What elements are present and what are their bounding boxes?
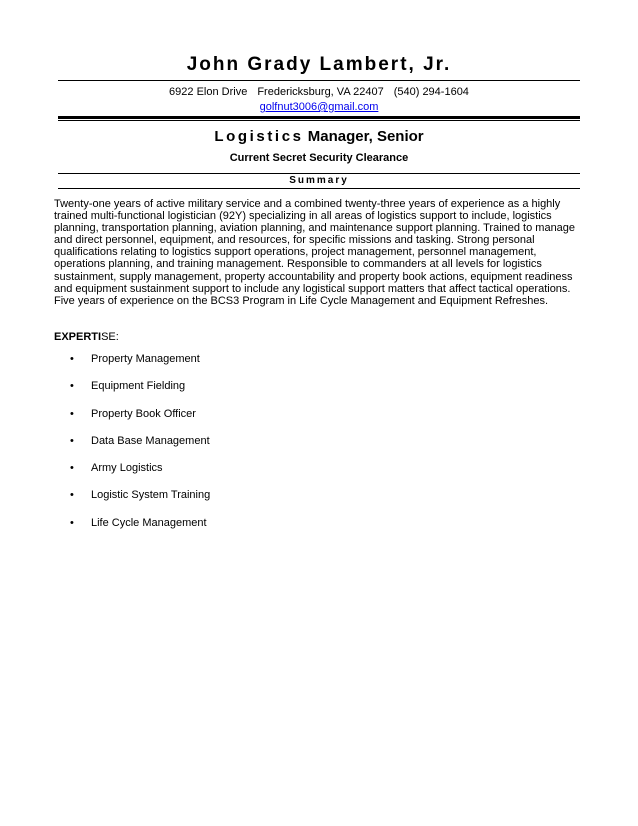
summary-bottom-rule [58,188,580,189]
name-underline [58,80,580,81]
summary-heading: Summary [289,175,349,186]
expertise-heading-bold: EXPERTI [54,331,102,343]
email-link[interactable]: golfnut3006@gmail.com [259,101,379,113]
bullet-icon: • [70,489,74,502]
list-item-label: Equipment Fielding [91,380,186,393]
summary-top-rule [58,173,580,174]
separator-glyph [247,87,257,97]
list-item-label: Army Logistics [91,462,163,475]
list-item-label: Property Book Officer [91,407,196,420]
bullet-icon: • [70,353,74,365]
bullet-icon: • [70,380,74,393]
separator-glyph [384,87,394,97]
address-street: 6922 Elon Drive [169,86,248,98]
bullet-icon: • [70,462,74,475]
list-item-label: Data Base Management [91,434,210,447]
phone-number: (540) 294-1604 [393,86,469,98]
expertise-heading [54,331,119,343]
list-item-label: Logistic System Training [91,489,211,502]
list-item-label: Property Management [91,353,200,365]
summary-paragraph: Twenty-one years of active military service and a combined twenty-three years of experience as a highly trained multi-functional logistician (92Y) specializing in all areas of logistics support to include, logistics planning, transportation planning, aviation planning, and maintenance support planning. Trained to manage and direct personnel, equipment, and resources, for specific missions and tasking. Strong personal qualifications relating to logistics support operations, project management, personnel management, operations planning, and training management. Responsible to commanders at all levels for logistics sustainment, supply management, property accountability and property book actions, equipment readiness and equipment sustainment support to include any logistical support matters that affect tactical operations. Five years of experience on the BCS3 Program in Life Cycle Management and Equipment Refreshes. [54,198,576,307]
contact-line [0,86,638,98]
job-title-rest: Manager, Senior [307,128,424,145]
header-thin-rule [58,120,580,121]
bullet-icon: • [70,407,74,420]
bullet-icon: • [70,516,74,529]
job-title [0,128,638,145]
security-clearance: Current Secret Security Clearance [229,152,409,164]
bullet-icon: • [70,434,74,447]
address-city: Fredericksburg, VA 22407 [257,86,384,98]
header-thick-rule [58,116,580,119]
job-title-first-word: Logistics [214,128,304,145]
expertise-heading-rest: SE: [101,331,119,343]
list-item-label: Life Cycle Management [91,516,207,529]
email-line [0,101,638,113]
candidate-name: John Grady Lambert, Jr. [186,54,452,75]
